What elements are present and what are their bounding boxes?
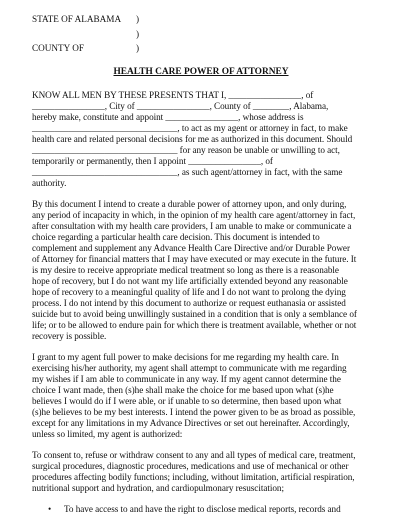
paragraph-line: suicide but to avoid being unwillingly sustained in a condition that is only a semblance of [32, 309, 357, 319]
paragraph-line: recovery is possible. [32, 331, 107, 341]
caption-county: COUNTY OF [32, 43, 84, 53]
paragraph-line: I grant to my agent full power to make decisions for me regarding my health care. In [32, 352, 339, 362]
paragraph-line: complement and supplement any Advance Health Care Directive and/or Durable Power [32, 243, 350, 253]
paragraph-line: my wishes if I am able to communicate in any way. If my agent cannot determine the [32, 374, 341, 384]
intro-line: hereby make, constitute and appoint ________________, whose address is [32, 112, 304, 122]
paragraph-line: To consent to, refuse or withdraw consent to any and all types of medical care, treatment, [32, 450, 356, 460]
caption-state: STATE OF ALABAMA [32, 14, 122, 24]
intro-line: ________________________________ for any reason be unable or unwilling to act, [32, 145, 340, 155]
intro-line: health care and related personal decisions for me as authorized in this document. Should [32, 134, 353, 144]
paragraph-line: after consultation with my health care providers, I am unable to make or communicate a [32, 221, 352, 231]
caption-paren: ) [136, 14, 140, 24]
document-title: HEALTH CARE POWER OF ATTORNEY [113, 67, 289, 77]
paragraph-line: is my desire to receive appropriate medical treatment so long as there is a reasonable [32, 265, 339, 275]
caption-paren: ) [136, 43, 140, 53]
paragraph-line: surgical procedures, diagnostic procedures, medications and use of mechanical or other [32, 461, 349, 471]
paragraph-line: life; or to be allowed to endure pain for which there is treatment available, whether or not [32, 320, 357, 330]
paragraph-line: By this document I intend to create a durable power of attorney upon, and only during, [32, 199, 347, 209]
paragraph-line: process. I do not intend by this document to authorize or request euthanasia or assisted [32, 298, 346, 308]
intro-line: ________________________________, to act as my agent or attorney in fact, to make [32, 123, 348, 133]
intro-line: ________________________________, as such agent/attorney in fact, with the same [32, 167, 343, 177]
intro-line: authority. [32, 178, 67, 188]
paragraph-line: hope of recovery, but I do not want my life artificially extended beyond any reasonable [32, 276, 348, 286]
paragraph-line: except for any limitations in my Advance Directives or set out hereinafter. Accordingly, [32, 418, 350, 428]
paragraph-line: any period of incapacity in which, in the opinion of my health care agent/attorney in fact, [32, 210, 356, 220]
paragraph-line: choice I want made, then (s)he shall make the choice for me based upon what (s)he [32, 385, 334, 395]
paragraph-line: believes I would do if I were able, or if unable to so determine, then based upon what [32, 396, 342, 406]
paragraph-line: of Attorney for financial matters that I may have executed or may execute in the future. It [32, 254, 357, 264]
paragraph-line: procedures affecting bodily functions; including, without limitation, artificial respiration, [32, 472, 355, 482]
paragraph-line: choice regarding a particular health care decision. This document is intended to [32, 232, 320, 242]
caption-paren: ) [136, 29, 140, 39]
paragraph-line: unless so limited, my agent is authorized: [32, 429, 183, 439]
paragraph-line: (s)he believes to be my best interests. I intend the power given to be as broad as possible, [32, 407, 356, 417]
paragraph-line: hope of recovery to a meaningful quality of life and I do not want to prolong the dying [32, 287, 346, 297]
paragraph-line: exercising his/her authority, my agent shall attempt to communicate with me regarding [32, 363, 347, 373]
bullet-marker: • [48, 504, 52, 514]
intro-line: KNOW ALL MEN BY THESE PRESENTS THAT I, ________________, of [32, 90, 314, 100]
bullet-line: To have access to and have the right to disclose medical reports, records and [64, 504, 341, 514]
intro-line: ________________, City of ________________, County of ________, Alabama, [32, 101, 329, 111]
intro-line: temporarily or permanently, then I appoint ________________, of [32, 156, 273, 166]
paragraph-line: nutritional support and hydration, and cardiopulmonary resuscitation; [32, 483, 284, 493]
